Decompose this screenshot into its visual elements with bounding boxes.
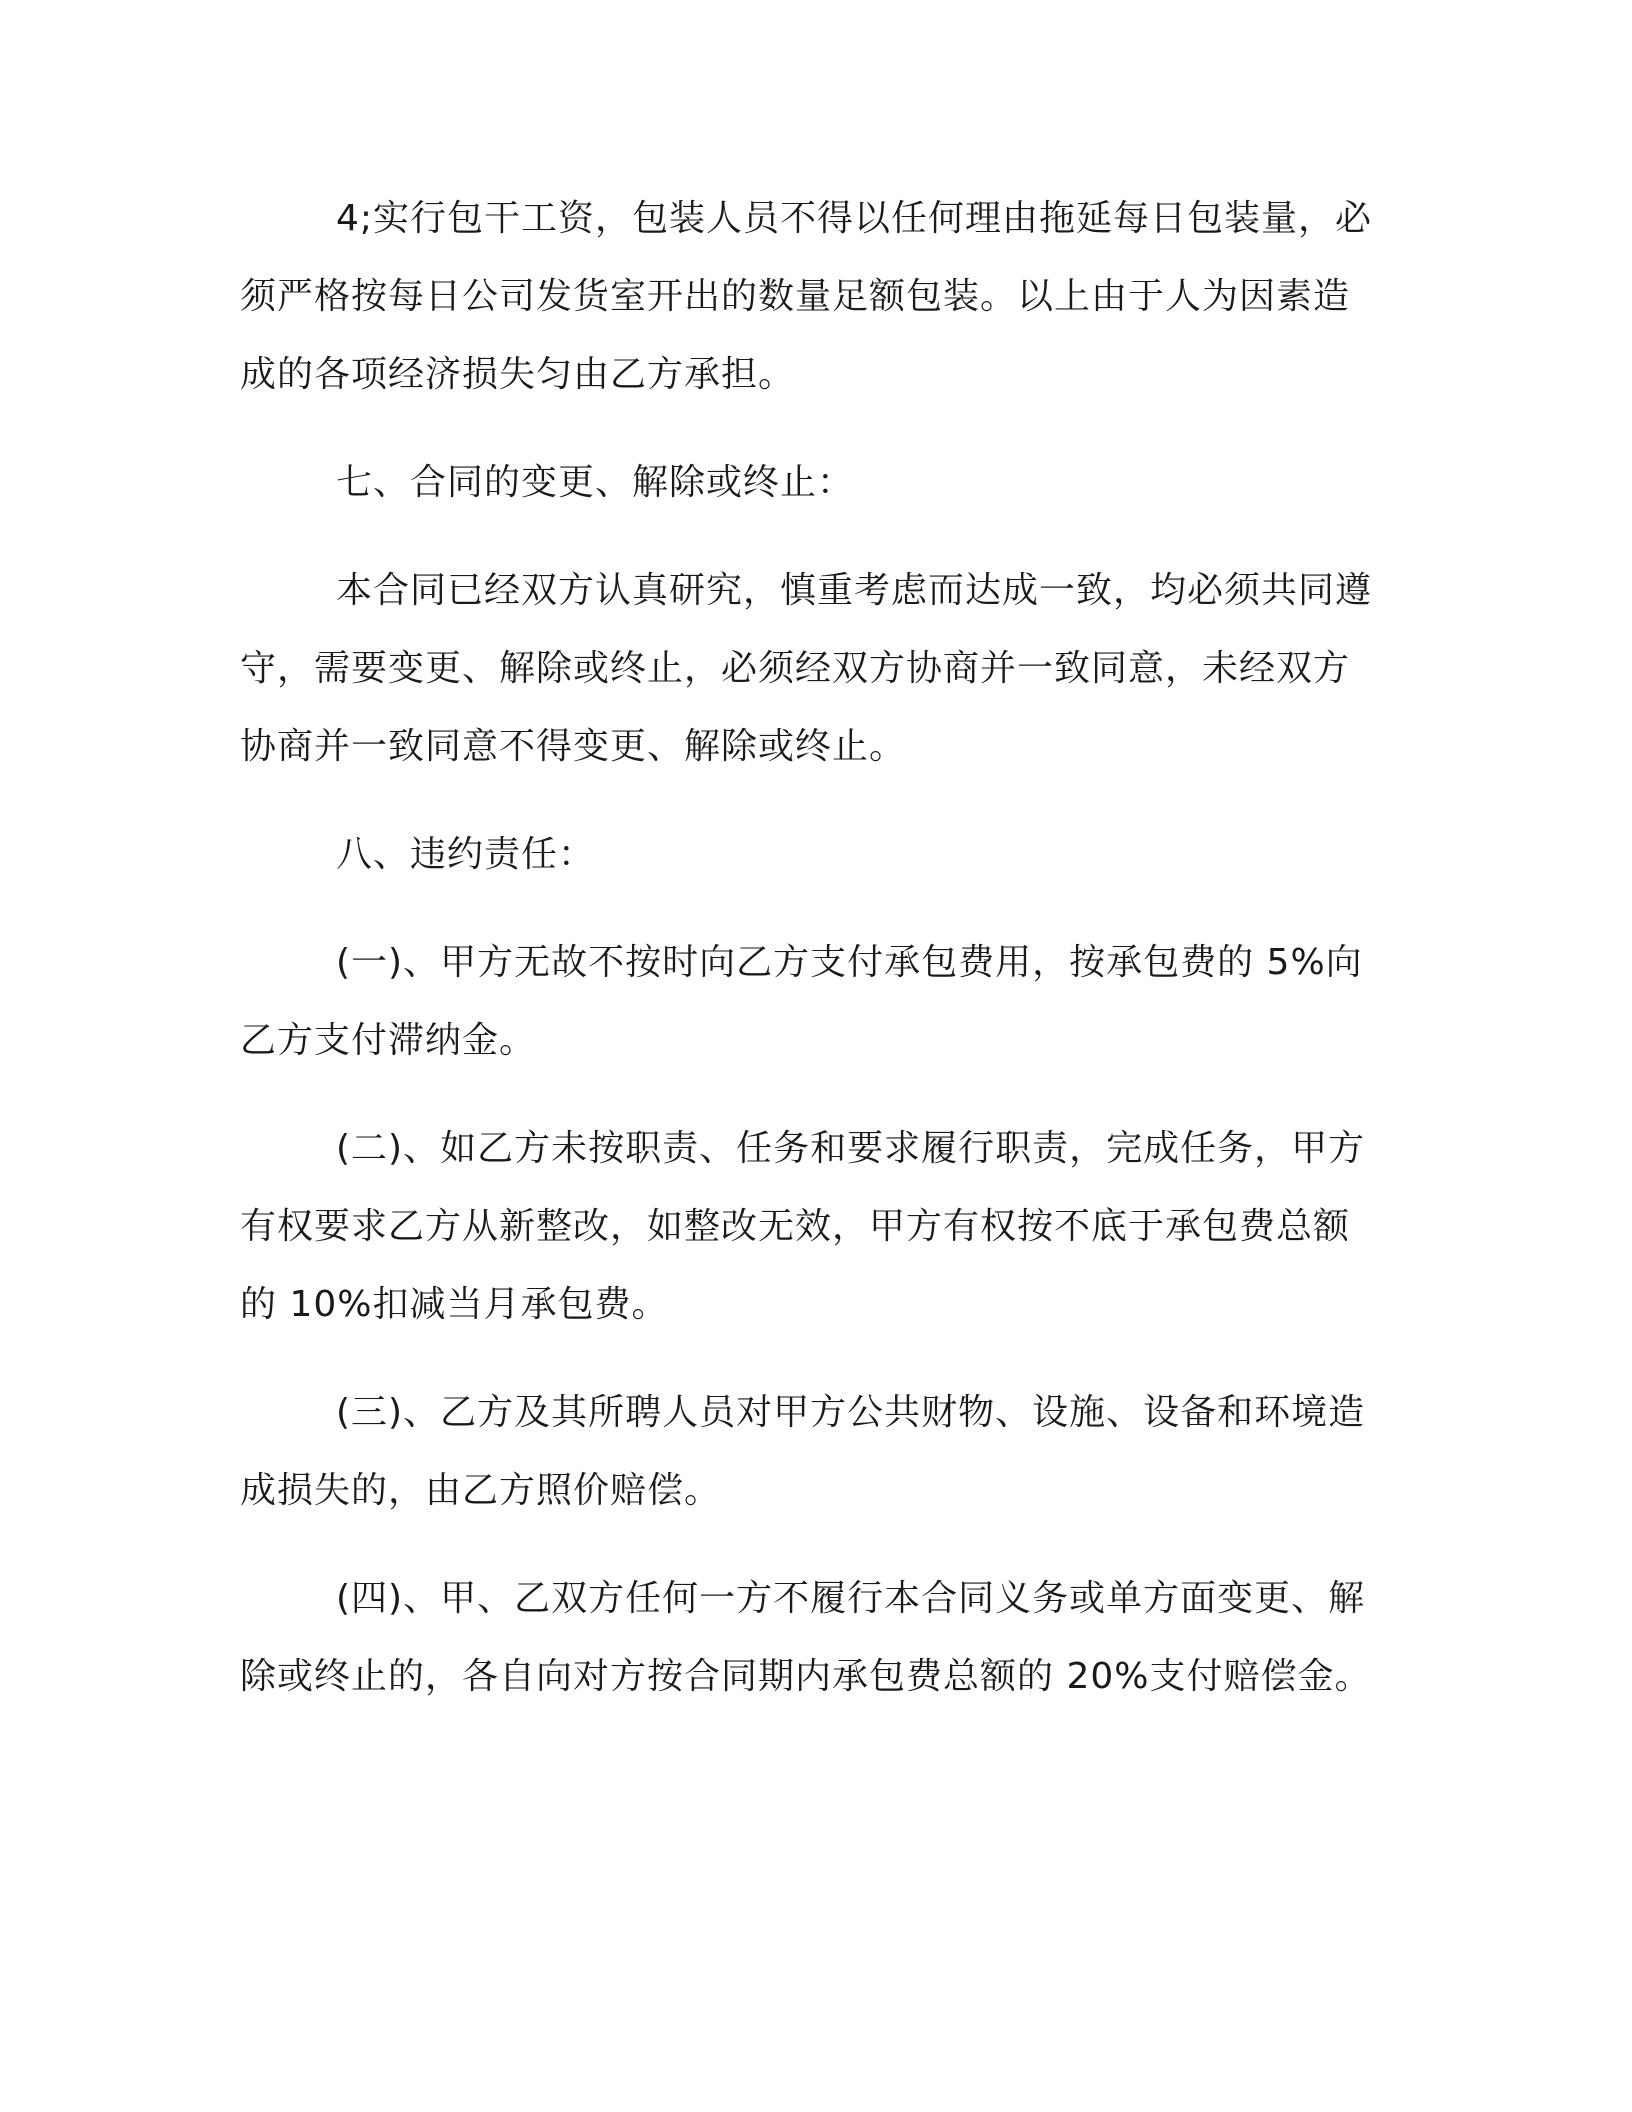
paragraph-clause-8-3	[240, 1374, 1390, 1530]
text-line: (三)、乙方及其所聘人员对甲方公共财物、设施、设备和环境造	[336, 1392, 1366, 1433]
heading-text: 八、违约责任：	[336, 834, 596, 875]
text-line: 成的各项经济损失匀由乙方承担。	[240, 354, 796, 395]
paragraph-clause-4	[240, 180, 1390, 414]
paragraph-clause-8-1	[240, 924, 1390, 1080]
paragraph-clause-8-4	[240, 1560, 1390, 1716]
text-line: 乙方支付滞纳金。	[240, 1020, 537, 1061]
text-line: (一)、甲方无故不按时向乙方支付承包费用，按承包费的 5%向	[336, 942, 1363, 983]
text-line: 有权要求乙方从新整改，如整改无效，甲方有权按不底于承包费总额	[240, 1206, 1351, 1247]
text-line: 4;实行包干工资，包装人员不得以任何理由拖延每日包装量，必	[336, 198, 1373, 239]
heading-text: 七、合同的变更、解除或终止：	[336, 462, 855, 503]
text-line: (二)、如乙方未按职责、任务和要求履行职责，完成任务，甲方	[336, 1128, 1366, 1169]
text-line: 本合同已经双方认真研究，慎重考虑而达成一致，均必须共同遵	[336, 570, 1373, 611]
text-line: 协商并一致同意不得变更、解除或终止。	[240, 726, 907, 767]
text-line: (四)、甲、乙双方任何一方不履行本合同义务或单方面变更、解	[336, 1578, 1366, 1619]
text-line: 除或终止的，各自向对方按合同期内承包费总额的 20%支付赔偿金。	[240, 1656, 1372, 1697]
text-line: 守，需要变更、解除或终止，必须经双方协商并一致同意，未经双方	[240, 648, 1351, 689]
paragraph-section-7-body	[240, 552, 1390, 786]
paragraph-clause-8-2	[240, 1110, 1390, 1344]
text-line: 成损失的，由乙方照价赔偿。	[240, 1470, 722, 1511]
section-heading-8	[240, 816, 1390, 894]
text-line: 的 10%扣减当月承包费。	[240, 1284, 669, 1325]
section-heading-7	[240, 444, 1390, 522]
text-line: 须严格按每日公司发货室开出的数量足额包装。以上由于人为因素造	[240, 276, 1351, 317]
document-body	[240, 180, 1390, 1746]
